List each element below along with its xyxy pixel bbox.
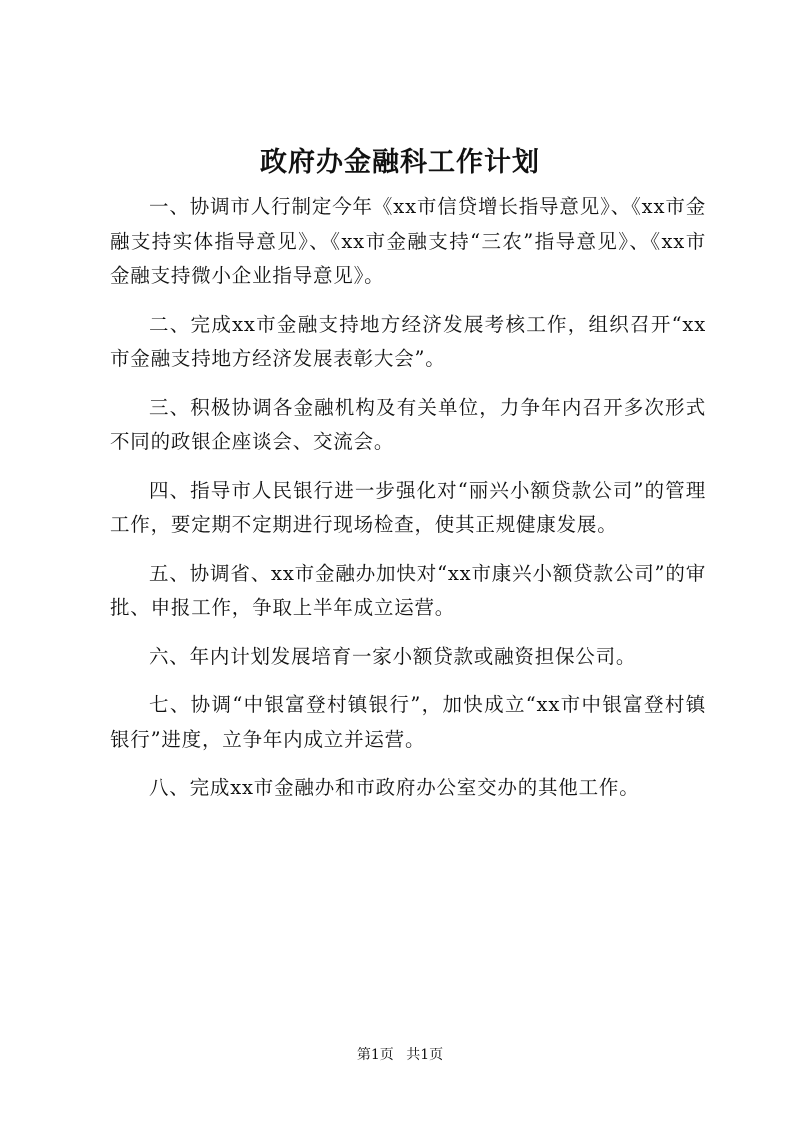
paragraph-4: 四、指导市人民银行进一步强化对“丽兴小额贷款公司”的管理工作，要定期不定期进行现场检查，使其正规健康发展。: [110, 478, 706, 536]
page-total: 共1页: [406, 1047, 444, 1063]
paragraph-5: 五、协调省、xx市金融办加快对“xx市康兴小额贷款公司”的审批、申报工作，争取上半年成立运营。: [110, 561, 706, 619]
page-footer: [0, 1046, 800, 1064]
document-body: [110, 190, 706, 820]
page-number: 第1页: [356, 1047, 394, 1063]
document-title: 政府办金融科工作计划: [260, 147, 540, 178]
paragraph-8: 八、完成xx市金融办和市政府办公室交办的其他工作。: [149, 776, 640, 799]
paragraph-2: 二、完成xx市金融支持地方经济发展考核工作，组织召开“xx市金融支持地方经济发展表彰大会”。: [110, 312, 706, 370]
paragraph-3: 三、积极协调各金融机构及有关单位，力争年内召开多次形式不同的政银企座谈会、交流会。: [110, 395, 706, 453]
paragraph-7: 七、协调“中银富登村镇银行”，加快成立“xx市中银富登村镇银行”进度，立争年内成立并运营。: [110, 693, 706, 751]
paragraph-6: 六、年内计划发展培育一家小额贷款或融资担保公司。: [149, 644, 637, 668]
paragraph-1: 一、协调市人行制定今年《xx市信贷增长指导意见》、《xx市金融支持实体指导意见》、《xx市金融支持“三农”指导意见》、《xx市金融支持微小企业指导意见》。: [110, 195, 706, 287]
